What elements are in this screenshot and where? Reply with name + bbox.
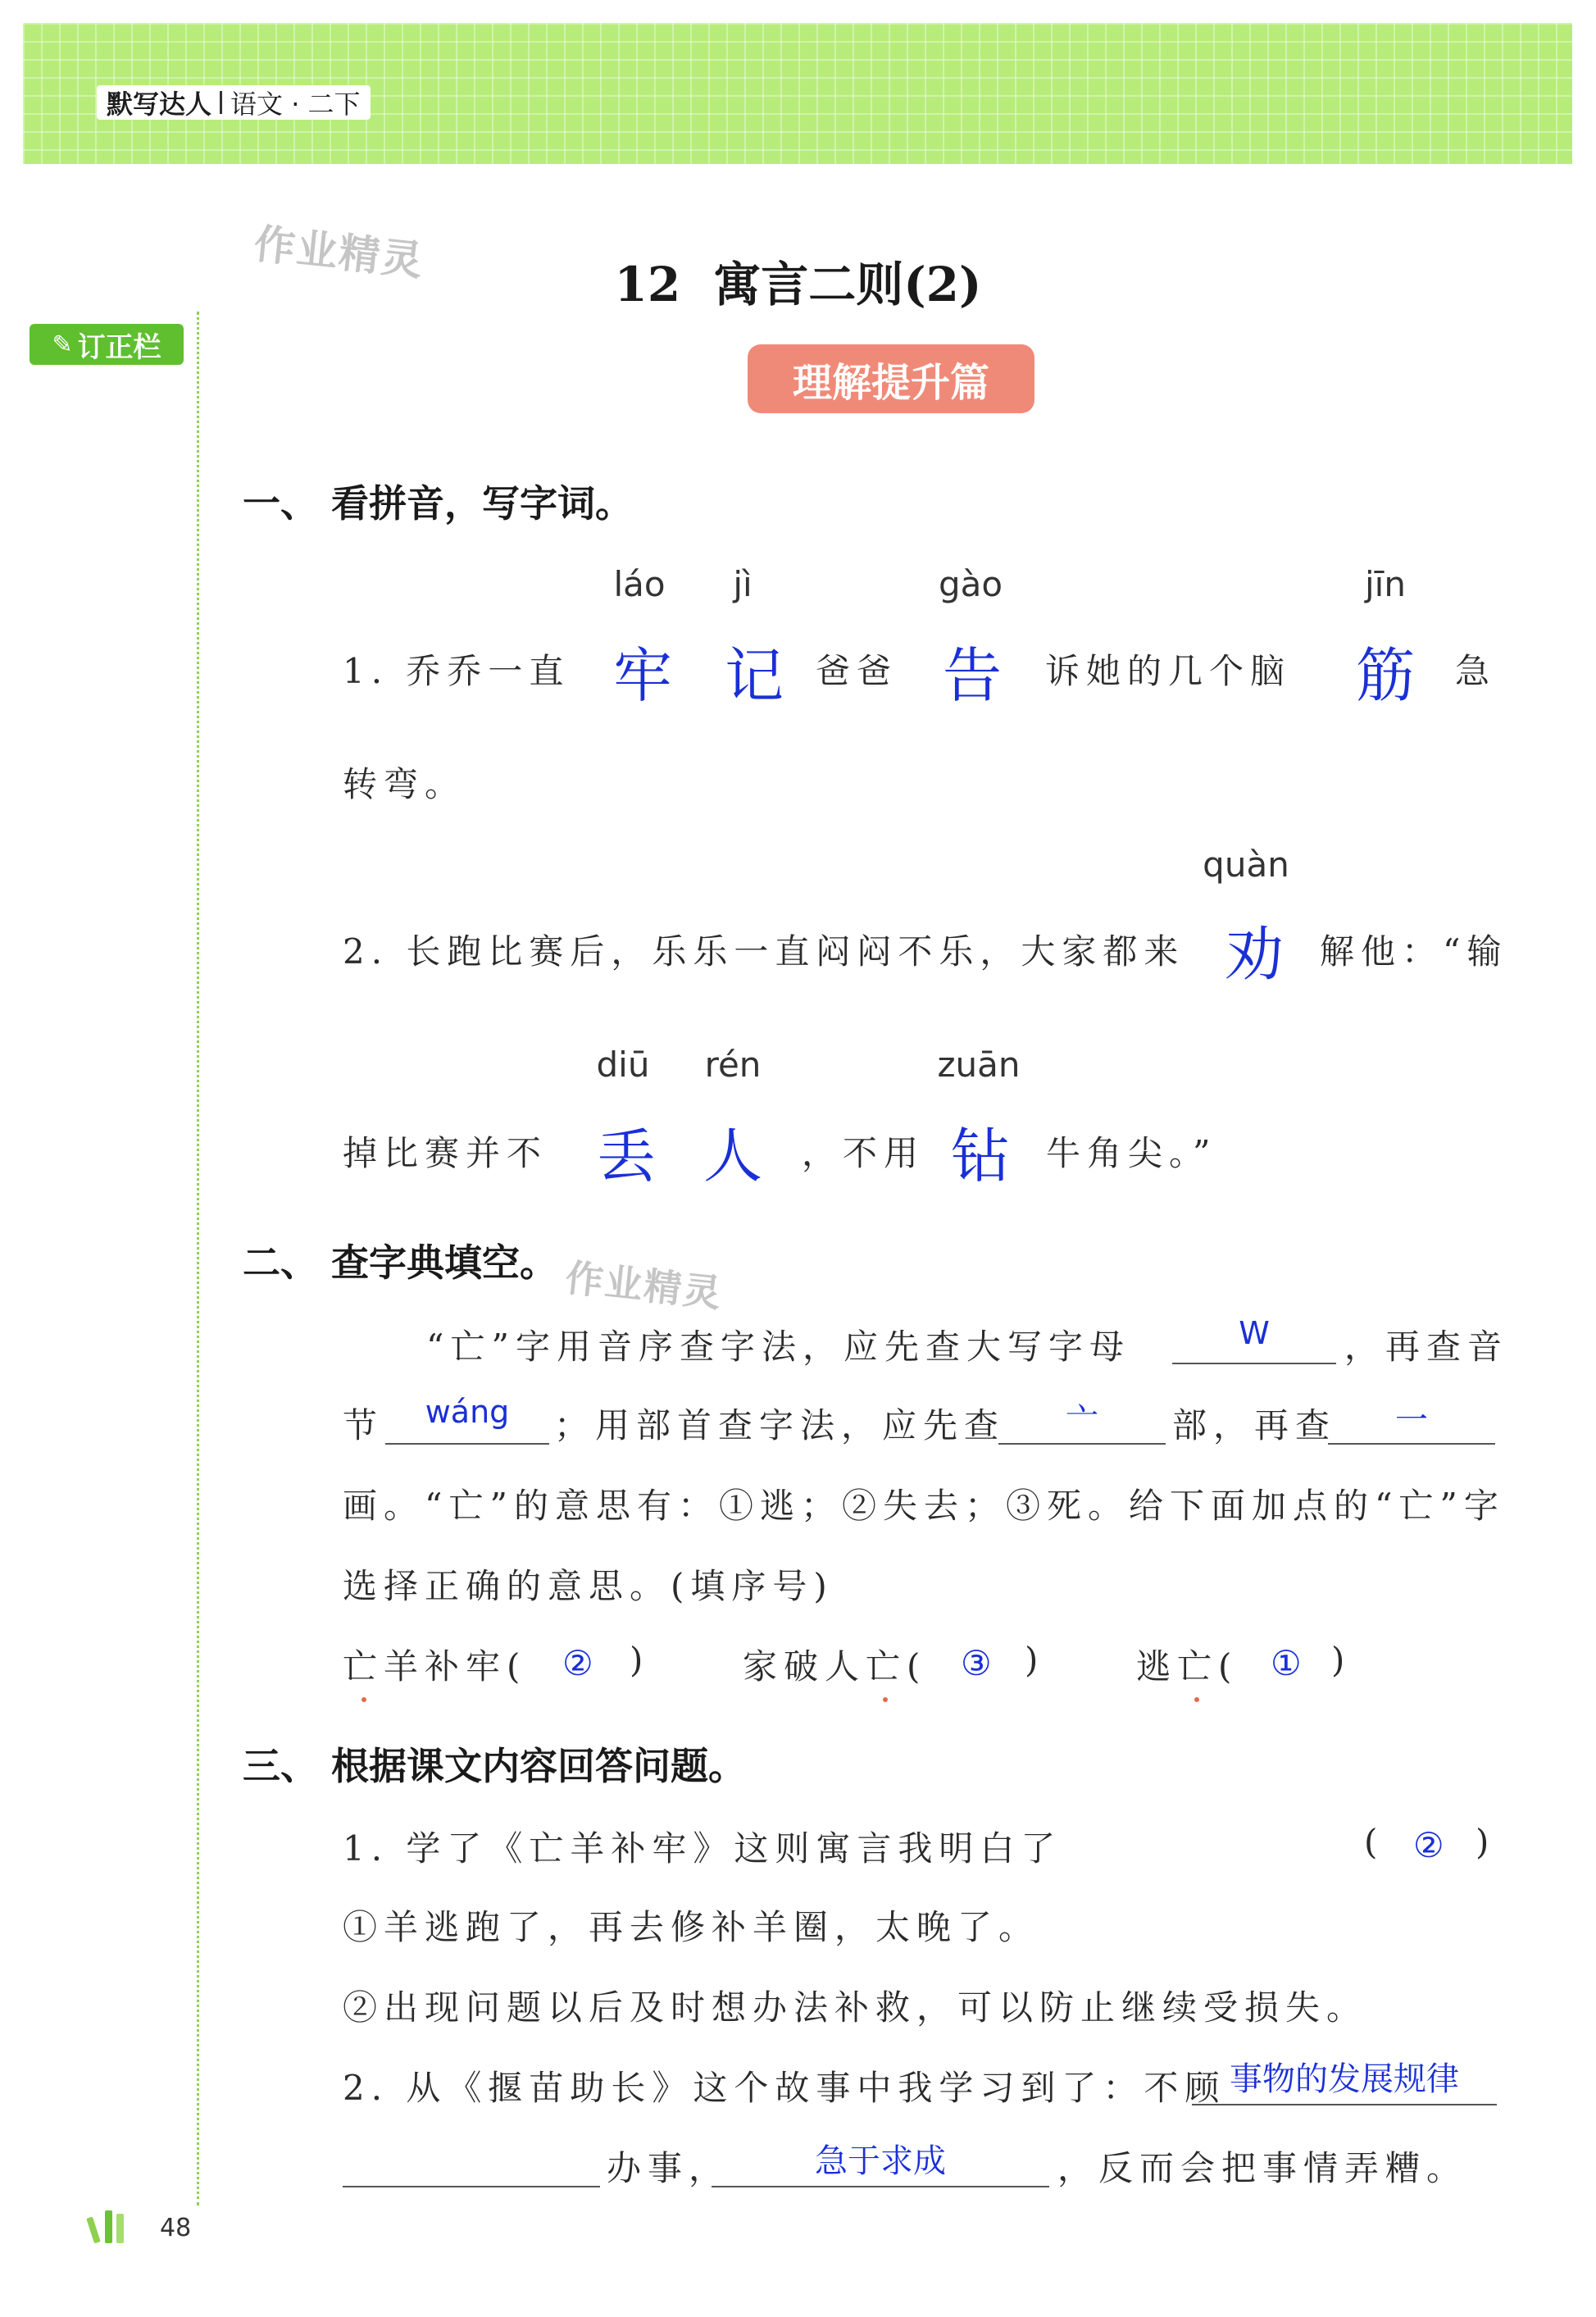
pinyin: rén xyxy=(704,1045,762,1085)
answer-char: 劝 xyxy=(1224,920,1284,989)
pinyin: gào xyxy=(938,564,1003,604)
pinyin: jì xyxy=(733,564,753,604)
books-icon xyxy=(85,2205,148,2245)
brand-subject: 语文 · 二下 xyxy=(230,89,361,120)
pinyin: quàn xyxy=(1203,844,1289,885)
q2-prefix: 2. 长跑比赛后，乐乐一直闷闷不乐，大家都来 xyxy=(343,931,1185,972)
answer-char: 人 xyxy=(703,1122,762,1190)
answer-blank: W xyxy=(1172,1315,1336,1364)
q1-prefix: 1. 乔乔一直 xyxy=(343,651,571,691)
answer-char: 丢 xyxy=(596,1122,656,1190)
s2-item1-close: ) xyxy=(630,1640,650,1680)
emphasis-dot xyxy=(1194,1697,1199,1702)
q2-line2-end: 牛角尖。” xyxy=(1046,1133,1217,1173)
brand-label xyxy=(97,85,371,120)
q2-mid: 解他：“输 xyxy=(1320,931,1508,972)
emphasis-dot xyxy=(883,1697,888,1702)
s2-line2-c: 部，再查 xyxy=(1172,1405,1337,1445)
answer-blank: 事物的发展规律 xyxy=(1192,2053,1497,2105)
page-number: 48 xyxy=(160,2214,192,2242)
emphasis-dot xyxy=(361,1697,366,1702)
s2-item3-answer: ① xyxy=(1271,1643,1302,1683)
section-badge: 理解提升篇 xyxy=(748,344,1034,413)
answer-blank: 一 xyxy=(1328,1394,1495,1445)
s2-line1: “亡”字用音序查字法，应先查大写字母 xyxy=(426,1327,1130,1367)
answer-blank: wáng xyxy=(385,1394,549,1445)
answer-char: 钻 xyxy=(950,1122,1010,1190)
q2-line2-prefix: 掉比赛并不 xyxy=(343,1133,548,1173)
s3-q1-open: ( xyxy=(1364,1822,1385,1862)
lesson-number: 12 xyxy=(614,257,681,312)
s3-q2-line2-b: ，反而会把事情弄糟。 xyxy=(1057,2148,1468,2188)
answer-char: 告 xyxy=(942,641,1002,710)
margin-divider xyxy=(197,312,199,2205)
pinyin: zuān xyxy=(937,1045,1021,1085)
s3-q2-line2-a: 办事， xyxy=(607,2148,730,2188)
s3-q1-close: ) xyxy=(1476,1822,1496,1862)
section1-heading: 一、 看拼音，写字词。 xyxy=(243,481,634,526)
s2-item2-label: 家破人亡( xyxy=(743,1646,927,1687)
pinyin: diū xyxy=(596,1045,650,1085)
s2-line2-b: ；用部首查字法，应先查 xyxy=(554,1405,1006,1445)
s3-q1-answer: ② xyxy=(1413,1825,1444,1865)
s2-item1-answer: ② xyxy=(562,1643,593,1683)
answer-char: 筋 xyxy=(1355,641,1415,710)
s3-option2: ②出现问题以后及时想办法补救，可以防止继续受损失。 xyxy=(343,1987,1368,2028)
s3-q1: 1. 学了《亡羊补牢》这则寓言我明白了 xyxy=(343,1828,1062,1869)
answer-blank: 亠 xyxy=(998,1394,1166,1445)
q1-mid2: 诉她的几个脑 xyxy=(1045,651,1292,691)
s2-item3-close: ) xyxy=(1331,1640,1352,1680)
q1-end: 急 xyxy=(1455,651,1497,691)
s2-line1-end: ，再查音 xyxy=(1344,1327,1509,1367)
s2-line3: 画。“亡”的意思有：①逃；②失去；③死。给下面加点的“亡”字 xyxy=(343,1486,1505,1526)
s2-item2-close: ) xyxy=(1025,1640,1045,1680)
s3-option1: ①羊逃跑了，再去修补羊圈，太晚了。 xyxy=(343,1907,1040,1947)
s3-q2: 2. 从《揠苗助长》这个故事中我学习到了：不顾 xyxy=(343,2068,1226,2108)
watermark-mid: 作业精灵 xyxy=(563,1255,725,1316)
correction-label: 订正栏 xyxy=(77,330,161,364)
section3-heading: 三、 根据课文内容回答问题。 xyxy=(243,1744,747,1788)
answer-char: 记 xyxy=(724,641,784,710)
q1-line2: 转弯。 xyxy=(343,764,466,804)
lesson-title xyxy=(0,246,1596,315)
section2-heading: 二、 查字典填空。 xyxy=(243,1240,558,1285)
pinyin: láo xyxy=(613,564,666,604)
s2-line2-a: 节 xyxy=(343,1405,384,1445)
s2-item2-answer: ③ xyxy=(961,1643,992,1683)
correction-column-tag xyxy=(30,324,184,365)
s2-item3-label: 逃亡( xyxy=(1136,1646,1239,1687)
brand-name: 默写达人 xyxy=(107,89,212,120)
q1-mid1: 爸爸 xyxy=(816,651,898,691)
q2-line2-mid: ，不用 xyxy=(802,1133,925,1173)
lesson-name: 寓言二则(2) xyxy=(713,257,982,312)
s2-line4: 选择正确的意思。(填序号) xyxy=(343,1566,834,1606)
s2-item1-label: 亡羊补牢( xyxy=(343,1646,527,1687)
empty-blank xyxy=(343,2135,600,2187)
answer-blank: 急于求成 xyxy=(712,2135,1049,2187)
pencil-icon: ✎ xyxy=(52,330,73,359)
pinyin: jīn xyxy=(1365,564,1406,604)
watermark-top: 作业精灵 xyxy=(252,220,427,285)
answer-char: 牢 xyxy=(612,641,672,710)
brand-divider xyxy=(220,91,222,114)
